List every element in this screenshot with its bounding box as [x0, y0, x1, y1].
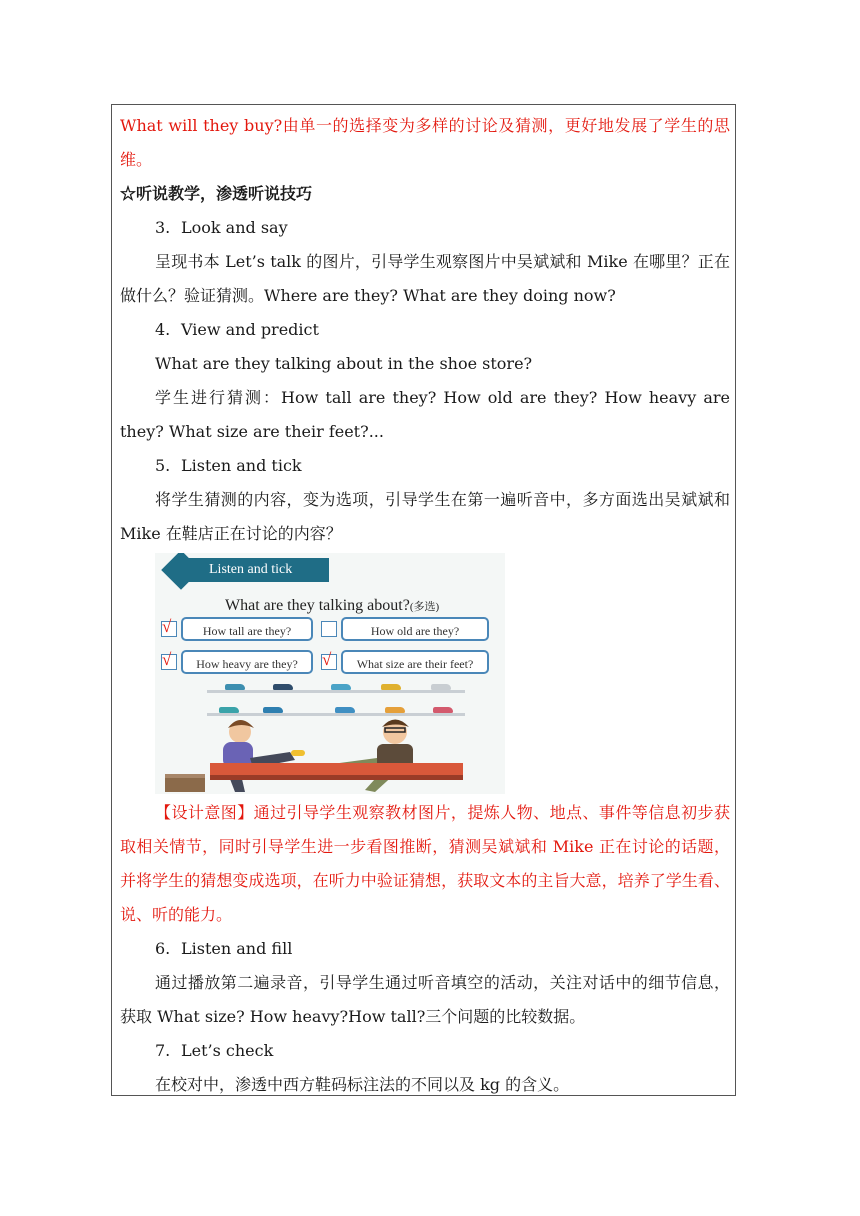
option-tall: How tall are they?: [181, 617, 313, 641]
shoe-icon: [273, 684, 293, 690]
shoe-shelf-top: [207, 690, 465, 693]
section-heading: ☆听说教学，渗透听说技巧: [120, 184, 313, 203]
step-3-heading: 3. Look and say: [155, 218, 288, 237]
shoe-icon: [219, 707, 239, 713]
option-old: How old are they?: [341, 617, 489, 641]
shoe-icon: [381, 684, 401, 690]
step-5-heading: 5. Listen and tick: [155, 456, 302, 475]
table-cell-frame: [111, 104, 736, 1096]
design-note-intro: What will they buy?由单一的选择变为多样的讨论及猜测，更好地发展了学生的思维。: [120, 116, 730, 169]
shoe-icon: [433, 707, 453, 713]
tick-mark-heavy: √: [162, 650, 172, 669]
shoe-icon: [431, 684, 451, 690]
step-7-text: 在校对中，渗透中西方鞋码标注法的不同以及 kg 的含义。: [155, 1075, 570, 1094]
step-5-text: 将学生猜测的内容，变为选项，引导学生在第一遍听音中，多方面选出吴斌斌和 Mike 在鞋店正在讨论的内容？: [120, 490, 730, 543]
option-size: What size are their feet?: [341, 650, 489, 674]
step-6-text: 通过播放第二遍录音，引导学生通过听音填空的活动，关注对话中的细节信息，获取 What size? How heavy?How tall?三个问题的比较数据。: [120, 973, 730, 1026]
shoe-icon: [263, 707, 283, 713]
characters-illustration: [155, 718, 505, 794]
shoe-icon: [385, 707, 405, 713]
checkbox-old: [321, 621, 337, 637]
step-6-heading: 6. Listen and fill: [155, 939, 293, 958]
step-4-question: What are they talking about in the shoe store?: [155, 354, 533, 373]
store-bench-base: [210, 775, 463, 780]
tick-mark-size: √: [322, 650, 332, 669]
figure-question: What are they talking about?(多选): [225, 597, 440, 614]
step-3-text: 呈现书本 Let’s talk 的图片，引导学生观察图片中吴斌斌和 Mike 在哪里？正在做什么？验证猜测。Where are they? What are they doing now?: [120, 252, 730, 305]
figure-banner: Listen and tick: [179, 558, 329, 582]
option-heavy: How heavy are they?: [181, 650, 313, 674]
shoe-icon: [335, 707, 355, 713]
step-7-heading: 7. Let’s check: [155, 1041, 274, 1060]
shoe-shelf-bottom: [207, 713, 465, 716]
step-4-heading: 4. View and predict: [155, 320, 319, 339]
listen-and-tick-figure: [155, 553, 505, 794]
store-bench: [210, 763, 463, 775]
shoe-icon: [225, 684, 245, 690]
shoe-icon: [331, 684, 351, 690]
step-4-text: 学生进行猜测：How tall are they? How old are they? How heavy are they? What size are their feet?...: [120, 388, 730, 441]
design-intent: 【设计意图】通过引导学生观察教材图片，提炼人物、地点、事件等信息初步获取相关情节，同时引导学生进一步看图推断，猜测吴斌斌和 Mike 正在讨论的话题，并将学生的猜想变成选项，在听力中验证猜想，获取文本的主旨大意，培养了学生看、说、听的能力。: [120, 803, 730, 924]
tick-mark-tall: √: [162, 617, 172, 636]
lesson-content: [120, 109, 730, 1102]
